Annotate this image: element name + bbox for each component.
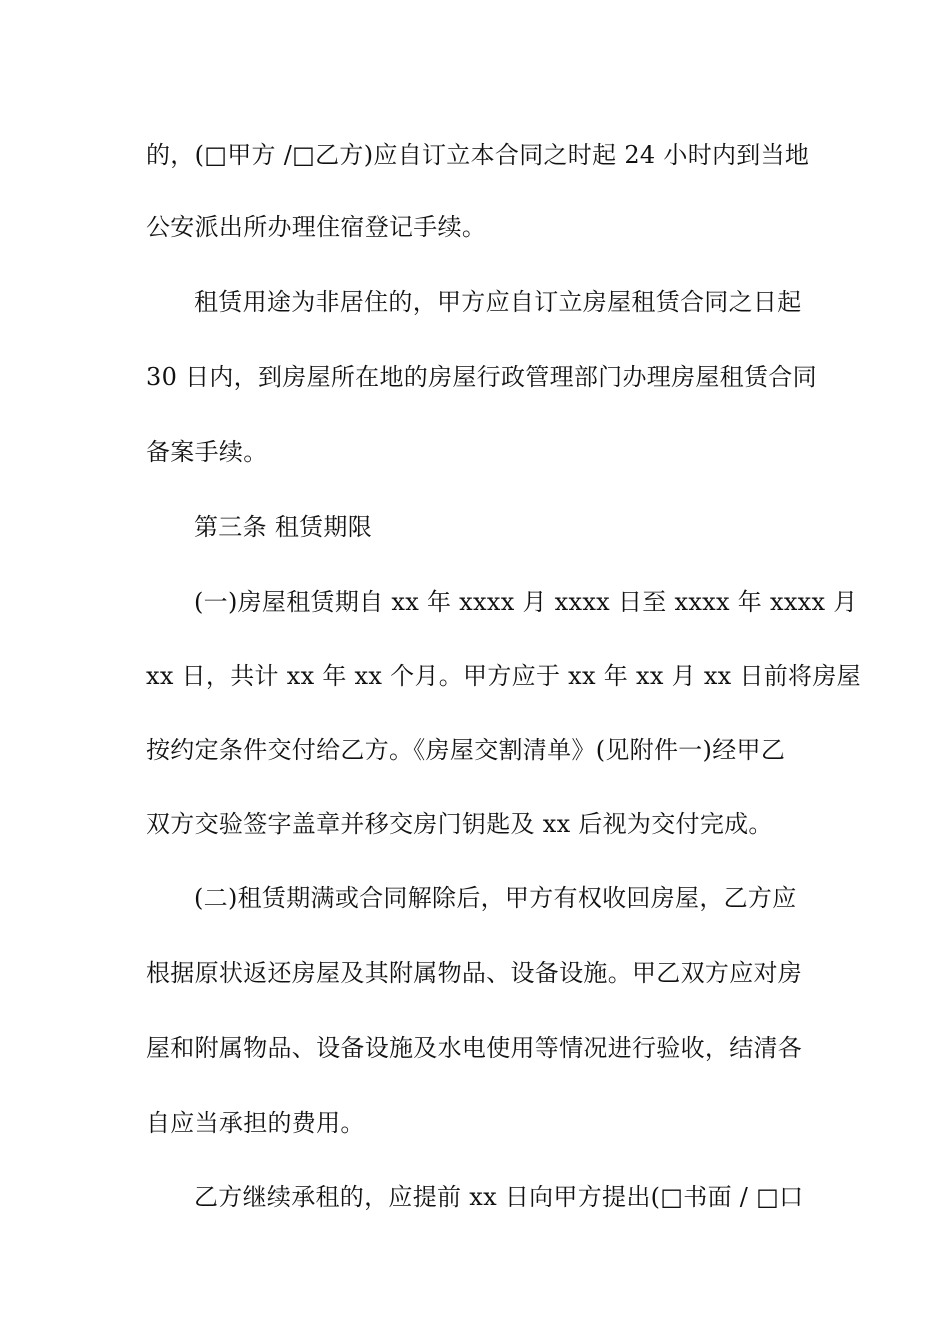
text-line-12: 根据原状返还房屋及其附属物品、设备设施。甲乙双方应对房 [146, 959, 803, 987]
text-line-3: 租赁用途为非居住的，甲方应自订立房屋租赁合同之日起 [194, 288, 802, 316]
text-line-14: 自应当承担的费用。 [146, 1109, 365, 1137]
text-line-5: 备案手续。 [146, 438, 268, 466]
text-line-10: 双方交验签字盖章并移交房门钥匙及 xx 后视为交付完成。 [146, 810, 773, 838]
text-line-2: 公安派出所办理住宿登记手续。 [146, 213, 487, 241]
text-line-1: 的，(□甲方 /□乙方)应自订立本合同之时起 24 小时内到当地 [146, 141, 810, 169]
text-line-11: (二)租赁期满或合同解除后，甲方有权收回房屋，乙方应 [194, 884, 797, 912]
text-line-8: xx 日，共计 xx 年 xx 个月。甲方应于 xx 年 xx 月 xx 日前将房屋 [146, 662, 861, 690]
text-line-13: 屋和附属物品、设备设施及水电使用等情况进行验收，结清各 [146, 1034, 803, 1062]
text-line-15: 乙方继续承租的，应提前 xx 日向甲方提出(□书面 / □口 [194, 1183, 804, 1211]
section-heading: 第三条 租赁期限 [194, 513, 373, 541]
text-line-9: 按约定条件交付给乙方。《房屋交割清单》(见附件一)经甲乙 [146, 736, 786, 764]
text-line-7: (一)房屋租赁期自 xx 年 xxxx 月 xxxx 日至 xxxx 年 xxxx 月 [194, 588, 858, 616]
text-line-4: 30 日内，到房屋所在地的房屋行政管理部门办理房屋租赁合同 [146, 363, 817, 391]
